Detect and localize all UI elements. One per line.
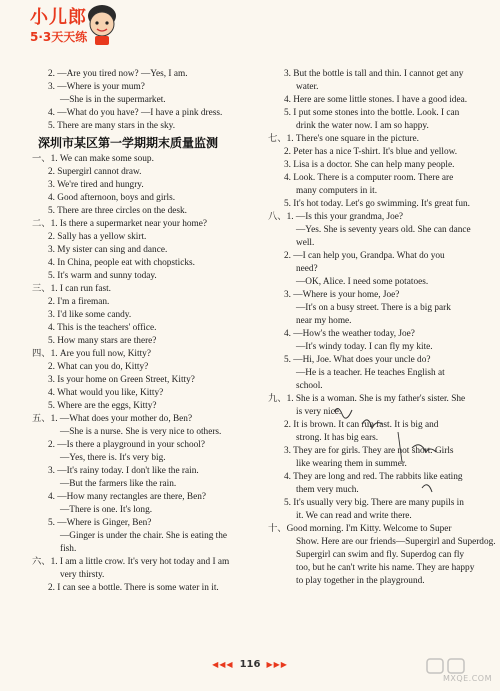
answer-line: 十、Good morning. I'm Kitty. Welcome to Super xyxy=(268,524,452,534)
answer-line: 5. —Where is Ginger, Ben? xyxy=(48,518,152,528)
page-header xyxy=(0,0,500,62)
triangle-right-icon: ▶▶▶ xyxy=(266,660,288,669)
answer-line: 5. There are three circles on the desk. xyxy=(48,206,187,216)
brand-subtitle: 5·3天天练 xyxy=(30,30,88,44)
answer-line: —Yes. She is seventy years old. She can dance xyxy=(296,225,471,235)
answer-line: 3. Lisa is a doctor. She can help many people. xyxy=(284,160,455,170)
answer-line: 2. —I can help you, Grandpa. What do you xyxy=(284,251,445,261)
answer-line: 二、1. Is there a supermarket near your home? xyxy=(32,219,208,229)
answer-line: —But the farmers like the rain. xyxy=(60,479,177,489)
answer-line: Supergirl can swim and fly. Superdog can fly xyxy=(296,550,465,560)
answer-line: is very nice. xyxy=(296,407,342,417)
answer-line: near my home. xyxy=(296,316,352,326)
answer-line: 六、1. I am a little crow. It's very hot today and I am xyxy=(32,557,230,567)
answer-block-main xyxy=(32,153,260,595)
answer-line: too, but he can't write his name. They are happy xyxy=(296,563,475,573)
answer-line: school. xyxy=(296,381,323,391)
answer-line: many computers in it. xyxy=(296,186,378,196)
answer-line: 2. Sally has a yellow skirt. xyxy=(48,232,147,242)
answer-line: —She is a nurse. She is very nice to others. xyxy=(60,427,222,437)
answer-line: 一、1. We can make some soup. xyxy=(32,154,154,164)
answer-line: 4. They are long and red. The rabbits like eating xyxy=(284,472,463,482)
answer-line: 4. What would you like, Kitty? xyxy=(48,388,164,398)
answer-line: 四、1. Are you full now, Kitty? xyxy=(32,349,151,359)
watermark-logo-icon xyxy=(426,657,466,675)
answer-line: 5. Where are the eggs, Kitty? xyxy=(48,401,157,411)
answer-line: 3. They are for girls. They are not short. Girls xyxy=(284,446,454,456)
answer-line: very thirsty. xyxy=(60,570,105,580)
answer-line: 4. —How many rectangles are there, Ben? xyxy=(48,492,206,502)
answer-line: 2. I can see a bottle. There is some water in it. xyxy=(48,583,219,593)
answer-line: —It's on a busy street. There is a big park xyxy=(296,303,451,313)
right-column xyxy=(268,68,496,588)
answer-line: —It's windy today. I can fly my kite. xyxy=(296,342,433,352)
answer-line: 3. —It's rainy today. I don't like the rain. xyxy=(48,466,199,476)
answer-line: 2. —Is there a playground in your school? xyxy=(48,440,205,450)
answer-line: strong. It has big ears. xyxy=(296,433,379,443)
answer-line: water. xyxy=(296,82,319,92)
page-footer xyxy=(0,659,500,670)
answer-line: 3. —Where is your mum? xyxy=(48,82,145,92)
answer-line: 九、1. She is a woman. She is my father's sister. She xyxy=(268,394,466,404)
answer-line: 4. Here are some little stones. I have a good idea. xyxy=(284,95,468,105)
answer-line: 2. —Are you tired now? —Yes, I am. xyxy=(48,69,188,79)
answer-line: 三、1. I can run fast. xyxy=(32,284,112,294)
mascot-icon xyxy=(82,2,122,46)
answer-line: 4. In China, people eat with chopsticks. xyxy=(48,258,195,268)
answer-line: 5. —Hi, Joe. What does your uncle do? xyxy=(284,355,431,365)
answer-line: like wearing them in summer. xyxy=(296,459,407,469)
answer-line: 5. There are many stars in the sky. xyxy=(48,121,176,131)
answer-line: Show. Here are our friends—Supergirl and Superdog. xyxy=(296,537,496,547)
answer-line: 3. I'd like some candy. xyxy=(48,310,132,320)
answer-line: —He is a teacher. He teaches English at xyxy=(296,368,445,378)
answer-line: —Yes, there is. It's very big. xyxy=(60,453,166,463)
answer-line: 4. —How's the weather today, Joe? xyxy=(284,329,415,339)
answer-line: 4. —What do you have? —I have a pink dress. xyxy=(48,108,223,118)
answer-line: 2. Supergirl cannot draw. xyxy=(48,167,142,177)
answer-line: 2. Peter has a nice T-shirt. It's blue and yellow. xyxy=(284,147,458,157)
section-title: 深圳市某区第一学期期末质量监测 xyxy=(38,136,219,150)
answer-line: 3. We're tired and hungry. xyxy=(48,180,144,190)
answer-line: 4. Look. There is a computer room. There are xyxy=(284,173,454,183)
answer-line: drink the water now. I am so happy. xyxy=(296,121,429,131)
answer-line: —Ginger is under the chair. She is eating the xyxy=(60,531,228,541)
answer-block-top xyxy=(32,68,260,133)
answer-line: 5. I put some stones into the bottle. Look. I can xyxy=(284,108,460,118)
answer-line: 2. What can you do, Kitty? xyxy=(48,362,149,372)
answer-line: 5. How many stars are there? xyxy=(48,336,157,346)
answer-line: 3. —Where is your home, Joe? xyxy=(284,290,400,300)
answer-line: 5. It's hot today. Let's go swimming. It's great fun. xyxy=(284,199,470,209)
answer-line: —OK, Alice. I need some potatoes. xyxy=(296,277,429,287)
brand-logo: 小儿郎 xyxy=(30,7,87,28)
answer-line: 五、1. —What does your mother do, Ben? xyxy=(32,414,193,424)
answer-line: 八、1. —Is this your grandma, Joe? xyxy=(268,212,404,222)
triangle-left-icon: ◀◀◀ xyxy=(212,660,234,669)
answer-line: —She is in the supermarket. xyxy=(60,95,166,105)
answer-line: 七、1. There's one square in the picture. xyxy=(268,134,419,144)
left-column xyxy=(32,68,260,595)
answer-line: it. We can read and write there. xyxy=(296,511,412,521)
answer-line: 3. But the bottle is tall and thin. I cannot get any xyxy=(284,69,464,79)
answer-line: 2. I'm a fireman. xyxy=(48,297,110,307)
answer-line: —There is one. It's long. xyxy=(60,505,153,515)
answer-line: 5. It's warm and sunny today. xyxy=(48,271,157,281)
watermark-text: MXQE.COM xyxy=(442,674,492,683)
watermark xyxy=(426,657,494,687)
answer-block-right xyxy=(268,68,496,588)
answer-line: 4. Good afternoon, boys and girls. xyxy=(48,193,176,203)
answer-line: them very much. xyxy=(296,485,359,495)
answer-line: well. xyxy=(296,238,315,248)
answer-line: 2. It is brown. It can run fast. It is big and xyxy=(284,420,439,430)
answer-line: to play together in the playground. xyxy=(296,576,425,586)
answer-line: need? xyxy=(296,264,318,274)
answer-line: 5. It's usually very big. There are many pupils in xyxy=(284,498,464,508)
answer-line: 3. Is your home on Green Street, Kitty? xyxy=(48,375,195,385)
answer-line: 4. This is the teachers' office. xyxy=(48,323,157,333)
page-number: 116 xyxy=(239,659,261,670)
answer-line: 3. My sister can sing and dance. xyxy=(48,245,168,255)
answer-line: fish. xyxy=(60,544,77,554)
